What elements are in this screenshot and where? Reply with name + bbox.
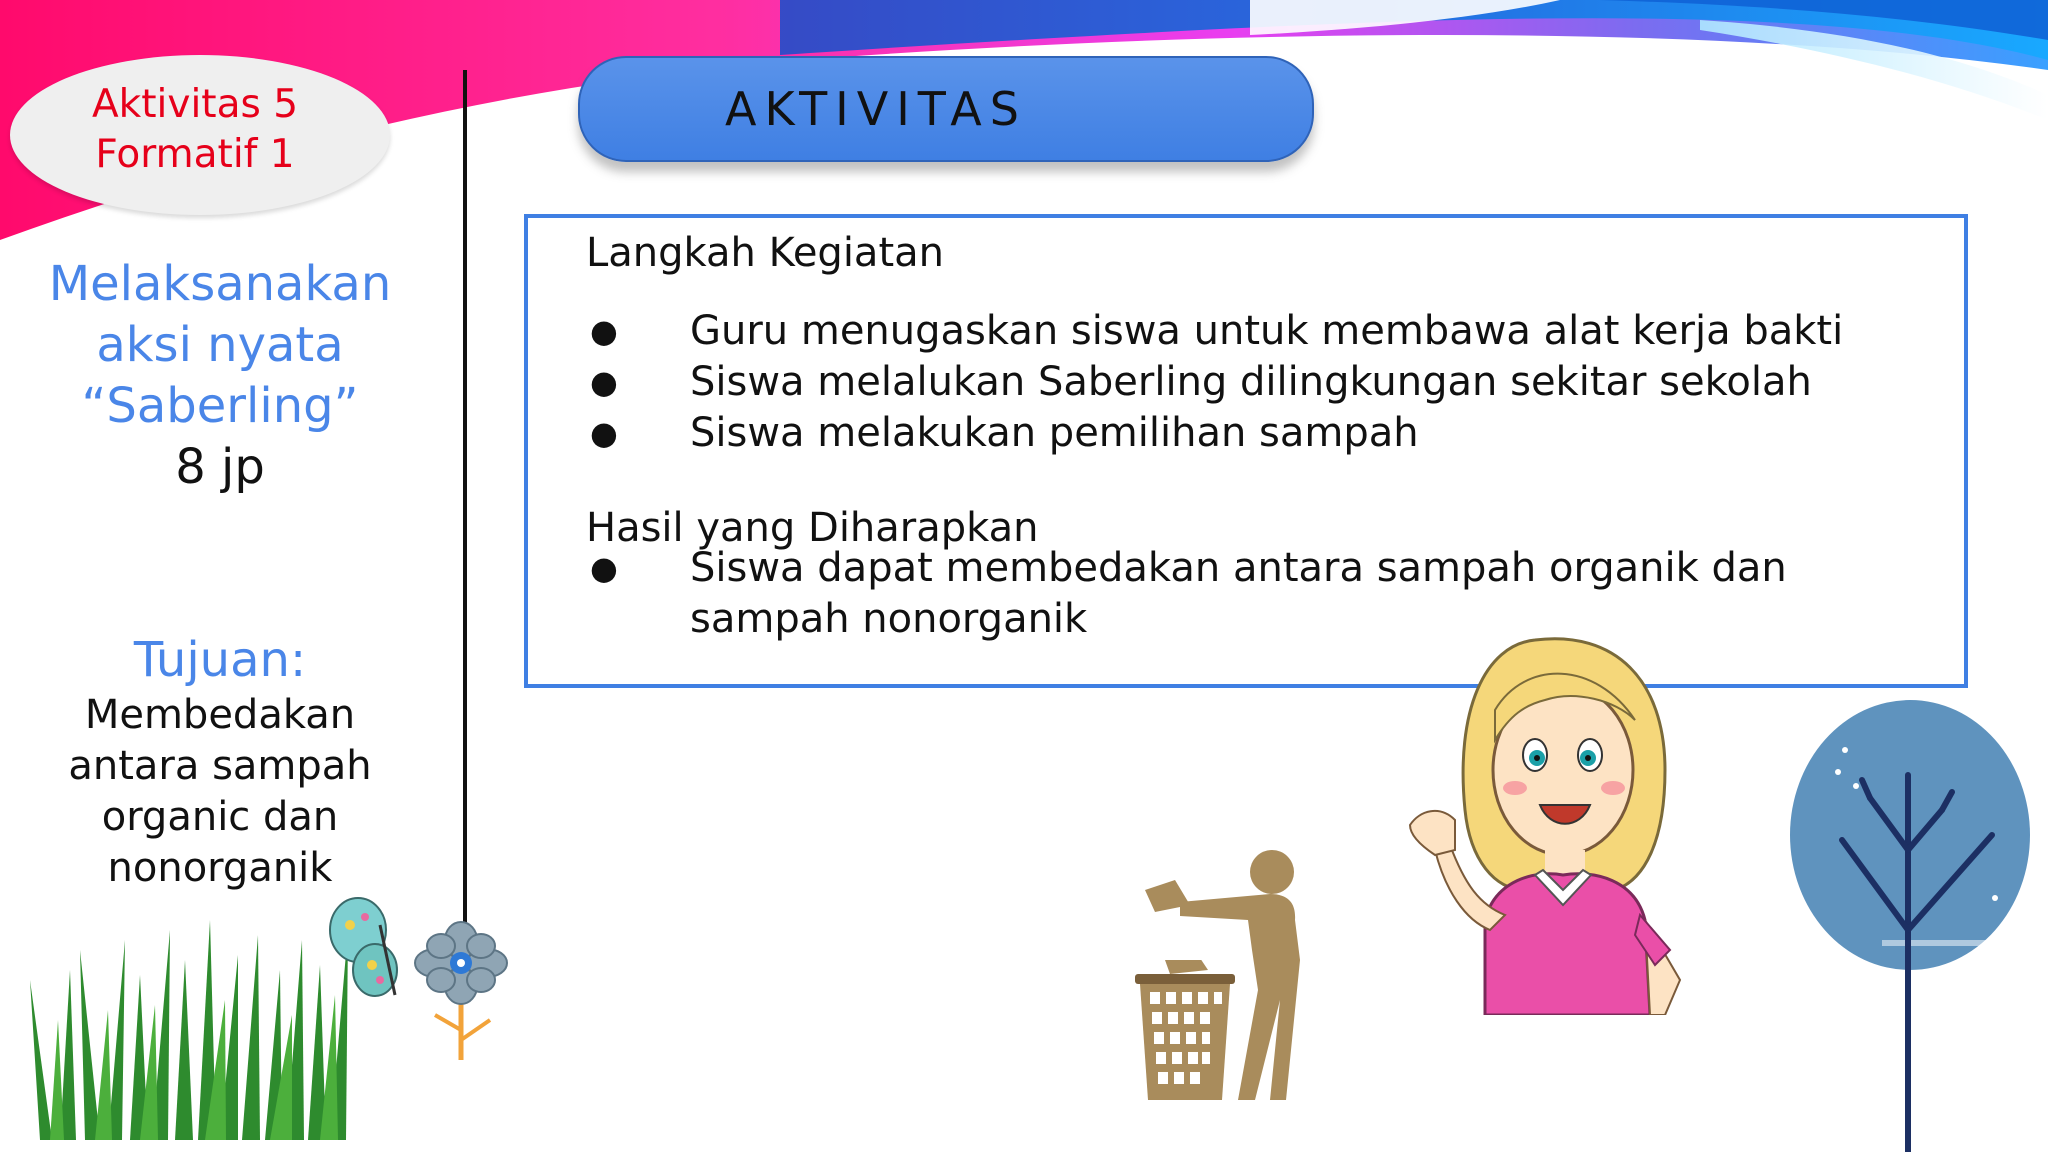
activity-tag-text: [60, 80, 330, 180]
tujuan-line4: nonorganik: [107, 845, 333, 891]
bullet-icon: ●: [590, 549, 618, 587]
bullet-icon: ●: [590, 363, 618, 401]
bullet-icon: ●: [590, 312, 618, 350]
step-text: Siswa melakukan pemilihan sampah: [690, 410, 1419, 456]
title-banner: [578, 56, 1314, 162]
teacher-woman-icon: [1395, 620, 1725, 1015]
left-title-line3: “Saberling”: [81, 378, 359, 434]
activity-content-box: [524, 214, 1968, 688]
results-list: [590, 543, 1930, 645]
left-title: [30, 254, 410, 437]
list-item: [590, 543, 1930, 645]
winter-tree-icon: [1770, 700, 2048, 1152]
steps-list: [590, 306, 1930, 459]
left-title-line1: Melaksanakan: [48, 256, 392, 312]
tujuan-text: [30, 690, 410, 894]
list-item: [590, 306, 1930, 357]
result-text: Siswa dapat membedakan antara sampah organik dan sampah nonorganik: [690, 545, 1787, 642]
flower-icon: [405, 920, 515, 1060]
list-item: [590, 408, 1930, 459]
results-heading: Hasil yang Diharapkan: [586, 505, 1039, 551]
step-text: Guru menugaskan siswa untuk membawa alat kerja bakti: [690, 308, 1844, 354]
activity-tag-line1: Aktivitas 5: [91, 82, 299, 127]
page-title: AKTIVITAS: [725, 82, 1027, 136]
left-title-line2: aksi nyata: [96, 317, 344, 373]
tujuan-line3: organic dan: [101, 794, 339, 840]
tujuan-label: Tujuan:: [133, 632, 307, 688]
tujuan-line2: antara sampah: [68, 743, 372, 789]
column-divider: [463, 70, 467, 940]
trash-bin-icon: [1130, 960, 1240, 1100]
bullet-icon: ●: [590, 414, 618, 452]
list-item: [590, 357, 1930, 408]
duration: 8 jp: [175, 439, 265, 495]
steps-heading: Langkah Kegiatan: [586, 230, 944, 276]
activity-tag-line2: Formatif 1: [95, 132, 295, 177]
tujuan-line1: Membedakan: [84, 692, 356, 738]
step-text: Siswa melalukan Saberling dilingkungan sekitar sekolah: [690, 359, 1812, 405]
